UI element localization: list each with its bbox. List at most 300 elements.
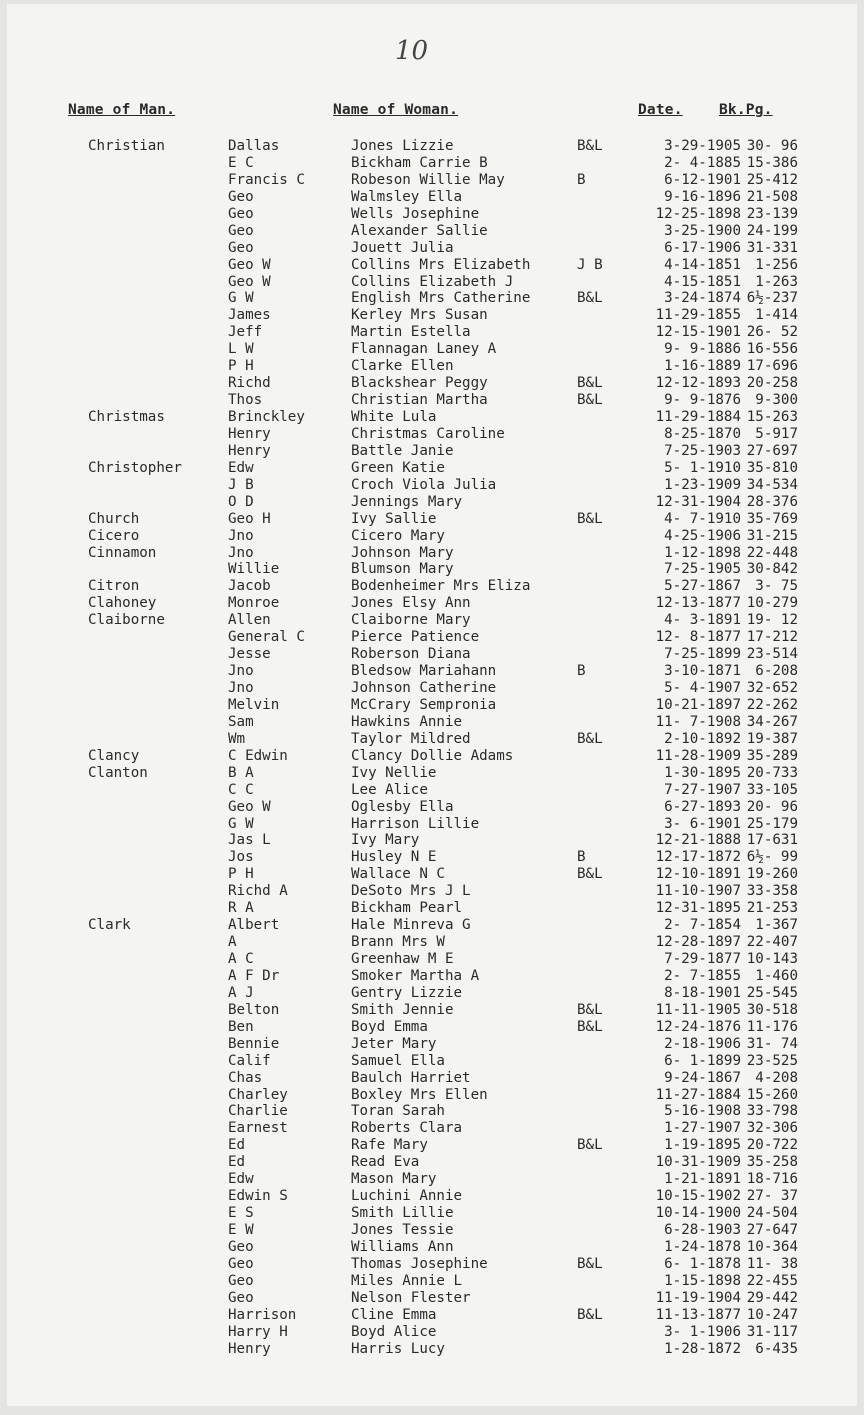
record-row (7, 1171, 857, 1188)
marriage-date: 7-25-1905 (664, 561, 741, 578)
given-name: Charlie (228, 1103, 288, 1120)
given-name: Chas (228, 1069, 263, 1086)
marriage-date: 12-13-1877 (655, 595, 741, 612)
given-name: Richd A (228, 883, 288, 900)
given-name: Edw (228, 1171, 254, 1188)
record-row (7, 578, 857, 595)
woman-name: Ivy Nellie (351, 764, 437, 781)
book-page: 27- 37 (746, 1188, 798, 1205)
marriage-date: 12-31-1895 (655, 900, 741, 917)
marriage-date: 1-16-1889 (664, 358, 741, 375)
record-row (7, 1053, 857, 1070)
record-row (7, 409, 857, 426)
book-page: 6½- 99 (746, 849, 798, 866)
given-name: General C (228, 629, 305, 646)
marriage-date: 1-23-1909 (664, 476, 741, 493)
record-row (7, 951, 857, 968)
record-row (7, 832, 857, 849)
surname: Clancy (88, 747, 140, 764)
given-name: Jno (228, 527, 254, 544)
record-row (7, 1137, 857, 1154)
record-row (7, 968, 857, 985)
marriage-date: 10-14-1900 (655, 1205, 741, 1222)
record-row (7, 290, 857, 307)
book-page: 20-733 (746, 764, 798, 781)
woman-name: Jouett Julia (351, 239, 454, 256)
given-name: E W (228, 1222, 254, 1238)
record-row (7, 1002, 857, 1019)
record-row (7, 1036, 857, 1053)
book-page: 22-448 (746, 544, 798, 561)
marriage-date: 7-27-1907 (664, 781, 741, 798)
given-name: E S (228, 1205, 254, 1222)
record-row (7, 629, 857, 646)
book-page: 19-260 (746, 866, 798, 883)
woman-name: Lee Alice (351, 781, 428, 798)
record-row (7, 883, 857, 900)
given-name: Jesse (228, 646, 271, 663)
record-code: B&L (577, 1255, 603, 1272)
record-row (7, 680, 857, 697)
woman-name: DeSoto Mrs J L (351, 883, 471, 900)
surname: Christian (88, 138, 165, 154)
book-page: 34-267 (746, 713, 798, 730)
book-page: 9-300 (755, 392, 798, 409)
record-row (7, 1273, 857, 1290)
marriage-date: 12-17-1872 (655, 849, 741, 866)
book-page: 10-364 (746, 1238, 798, 1255)
marriage-date: 2- 4-1885 (664, 154, 741, 171)
book-page: 27-697 (746, 442, 798, 459)
book-page: 3- 75 (755, 578, 798, 595)
woman-name: Battle Janie (351, 442, 454, 459)
woman-name: Pierce Patience (351, 629, 480, 646)
record-row (7, 900, 857, 917)
given-name: Thos (228, 392, 263, 409)
record-row (7, 223, 857, 240)
record-row (7, 426, 857, 443)
header-date: Date. (638, 102, 683, 118)
surname: Clahoney (88, 595, 157, 612)
woman-name: Bledsow Mariahann (351, 663, 497, 680)
surname: Cinnamon (88, 544, 157, 561)
given-name: Geo (228, 1255, 254, 1272)
marriage-date: 11-28-1909 (655, 747, 741, 764)
given-name: E C (228, 154, 254, 171)
woman-name: Jeter Mary (351, 1035, 437, 1052)
woman-name: Husley N E (351, 849, 437, 866)
book-page: 10-279 (746, 595, 798, 612)
marriage-date: 1-21-1891 (664, 1171, 741, 1188)
given-name: Ed (228, 1154, 246, 1171)
book-page: 30- 96 (746, 138, 798, 154)
given-name: Geo H (228, 510, 271, 527)
record-row (7, 612, 857, 629)
woman-name: Martin Estella (351, 324, 471, 341)
book-page: 21-508 (746, 188, 798, 205)
record-row (7, 782, 857, 799)
book-page: 6-435 (755, 1340, 798, 1357)
surname: Christopher (88, 459, 182, 476)
marriage-date: 6-17-1906 (664, 239, 741, 256)
marriage-date: 11-13-1877 (655, 1306, 741, 1323)
book-page: 22-262 (746, 696, 798, 713)
given-name: G W (228, 815, 254, 832)
record-row (7, 274, 857, 291)
given-name: Harry H (228, 1323, 288, 1340)
marriage-date: 1-24-1878 (664, 1238, 741, 1255)
record-row (7, 799, 857, 816)
book-page: 31-117 (746, 1323, 798, 1340)
book-page: 10-247 (746, 1306, 798, 1323)
woman-name: Green Katie (351, 459, 445, 476)
book-page: 28-376 (746, 493, 798, 510)
marriage-date: 12-31-1904 (655, 493, 741, 510)
marriage-date: 4- 7-1910 (664, 510, 741, 527)
given-name: Earnest (228, 1120, 288, 1137)
record-row (7, 849, 857, 866)
record-row (7, 917, 857, 934)
given-name: O D (228, 493, 254, 510)
woman-name: English Mrs Catherine (351, 290, 531, 307)
marriage-date: 6-28-1903 (664, 1222, 741, 1238)
given-name: Geo (228, 205, 254, 222)
marriage-date: 7-25-1903 (664, 442, 741, 459)
book-page: 1-367 (755, 917, 798, 934)
record-row (7, 545, 857, 562)
woman-name: Walmsley Ella (351, 188, 463, 205)
given-name: Monroe (228, 595, 280, 612)
record-row (7, 1324, 857, 1341)
given-name: A J (228, 984, 254, 1001)
record-code: B&L (577, 866, 603, 883)
woman-name: Greenhaw M E (351, 951, 454, 967)
woman-name: Boyd Emma (351, 1018, 428, 1035)
marriage-date: 2- 7-1854 (664, 917, 741, 934)
record-row (7, 816, 857, 833)
marriage-date: 11-19-1904 (655, 1289, 741, 1306)
given-name: Jas L (228, 832, 271, 849)
given-name: Charley (228, 1086, 288, 1103)
woman-name: Bickham Carrie B (351, 154, 488, 171)
book-page: 19-387 (746, 730, 798, 747)
record-row (7, 155, 857, 172)
woman-name: Kerley Mrs Susan (351, 307, 488, 324)
marriage-date: 12- 8-1877 (655, 629, 741, 646)
record-row (7, 138, 857, 155)
woman-name: Johnson Mary (351, 544, 454, 561)
woman-name: Wallace N C (351, 866, 445, 883)
woman-name: Williams Ann (351, 1238, 454, 1255)
book-page: 23-525 (746, 1052, 798, 1069)
book-page: 1-256 (755, 256, 798, 273)
record-row (7, 1290, 857, 1307)
marriage-date: 12-25-1898 (655, 205, 741, 222)
woman-name: Roberts Clara (351, 1120, 463, 1137)
book-page: 35-769 (746, 510, 798, 527)
woman-name: Bickham Pearl (351, 900, 463, 917)
given-name: Jno (228, 680, 254, 696)
book-page: 24-504 (746, 1205, 798, 1222)
book-page: 11-176 (746, 1018, 798, 1035)
woman-name: Cline Emma (351, 1306, 437, 1323)
book-page: 16-556 (746, 341, 798, 358)
record-row (7, 511, 857, 528)
marriage-date: 4-14-1851 (664, 256, 741, 273)
marriage-date: 12-21-1888 (655, 832, 741, 849)
woman-name: Robeson Willie May (351, 171, 505, 188)
book-page: 27-647 (746, 1222, 798, 1238)
book-page: 17-212 (746, 629, 798, 646)
woman-name: Thomas Josephine (351, 1255, 488, 1272)
book-page: 34-534 (746, 476, 798, 493)
record-code: B&L (577, 1001, 603, 1018)
record-code: B&L (577, 392, 603, 409)
record-code: B&L (577, 730, 603, 747)
book-page: 6½-237 (746, 290, 798, 307)
record-row (7, 341, 857, 358)
header-woman: Name of Woman. (333, 102, 459, 118)
book-page: 33-105 (746, 781, 798, 798)
marriage-date: 3-10-1871 (664, 663, 741, 680)
book-page: 1-414 (755, 307, 798, 324)
given-name: Geo (228, 239, 254, 256)
record-code: B&L (577, 375, 603, 392)
marriage-date: 1-28-1872 (664, 1340, 741, 1357)
woman-name: Boxley Mrs Ellen (351, 1086, 488, 1103)
woman-name: Cicero Mary (351, 527, 445, 544)
given-name: L W (228, 341, 254, 358)
marriage-date: 9-16-1896 (664, 188, 741, 205)
record-row (7, 358, 857, 375)
record-row (7, 866, 857, 883)
book-page: 19- 12 (746, 612, 798, 629)
woman-name: Boyd Alice (351, 1323, 437, 1340)
given-name: A F Dr (228, 967, 280, 984)
record-row (7, 731, 857, 748)
given-name: Geo W (228, 798, 271, 815)
woman-name: Blackshear Peggy (351, 375, 488, 392)
woman-name: Miles Annie L (351, 1272, 463, 1289)
given-name: Brinckley (228, 409, 305, 425)
woman-name: Jones Lizzie (351, 138, 454, 154)
marriage-date: 7-25-1899 (664, 646, 741, 663)
given-name: G W (228, 290, 254, 307)
marriage-date: 11-29-1884 (655, 409, 741, 425)
marriage-date: 1-30-1895 (664, 764, 741, 781)
marriage-date: 12-15-1901 (655, 324, 741, 341)
book-page: 29-442 (746, 1289, 798, 1306)
record-code: B&L (577, 510, 603, 527)
given-name: Geo W (228, 256, 271, 273)
given-name: Edw (228, 459, 254, 476)
marriage-date: 1-27-1907 (664, 1120, 741, 1137)
woman-name: Toran Sarah (351, 1103, 445, 1120)
marriage-date: 12-12-1893 (655, 375, 741, 392)
marriage-date: 1-19-1895 (664, 1137, 741, 1154)
marriage-date: 12-10-1891 (655, 866, 741, 883)
marriage-date: 8-18-1901 (664, 984, 741, 1001)
woman-name: Christmas Caroline (351, 425, 505, 442)
given-name: Jno (228, 663, 254, 680)
marriage-date: 9-24-1867 (664, 1069, 741, 1086)
book-page: 25-412 (746, 171, 798, 188)
given-name: Jeff (228, 324, 263, 341)
book-page: 20-722 (746, 1137, 798, 1154)
marriage-date: 10-21-1897 (655, 696, 741, 713)
book-page: 25-545 (746, 984, 798, 1001)
woman-name: Luchini Annie (351, 1188, 463, 1205)
record-code: B (577, 171, 586, 188)
record-row (7, 189, 857, 206)
surname: Claiborne (88, 612, 165, 629)
record-row (7, 748, 857, 765)
marriage-date: 11- 7-1908 (655, 713, 741, 730)
woman-name: Collins Mrs Elizabeth (351, 256, 531, 273)
marriage-date: 9- 9-1886 (664, 341, 741, 358)
marriage-date: 10-31-1909 (655, 1154, 741, 1171)
woman-name: Gentry Lizzie (351, 984, 463, 1001)
surname: Cicero (88, 527, 140, 544)
header-bkpg: Bk.Pg. (719, 102, 773, 118)
record-row (7, 494, 857, 511)
woman-name: Flannagan Laney A (351, 341, 497, 358)
given-name: Ed (228, 1137, 246, 1154)
woman-name: Blumson Mary (351, 561, 454, 578)
record-row (7, 257, 857, 274)
book-page: 15-263 (746, 409, 798, 425)
record-row (7, 443, 857, 460)
given-name: J B (228, 476, 254, 493)
record-row (7, 595, 857, 612)
marriage-date: 11-27-1884 (655, 1086, 741, 1103)
record-code: B (577, 663, 586, 680)
record-row (7, 1120, 857, 1137)
given-name: Francis C (228, 171, 305, 188)
woman-name: Jones Tessie (351, 1222, 454, 1238)
book-page: 33-358 (746, 883, 798, 900)
book-page: 31-215 (746, 527, 798, 544)
record-row (7, 528, 857, 545)
record-row (7, 1256, 857, 1273)
marriage-date: 6-27-1893 (664, 798, 741, 815)
book-page: 32-306 (746, 1120, 798, 1137)
woman-name: Brann Mrs W (351, 934, 445, 951)
marriage-date: 2-18-1906 (664, 1035, 741, 1052)
given-name: C C (228, 781, 254, 798)
book-page: 6-208 (755, 663, 798, 680)
woman-name: Bodenheimer Mrs Eliza (351, 578, 531, 595)
record-row (7, 697, 857, 714)
marriage-date: 5-27-1867 (664, 578, 741, 595)
record-row (7, 1154, 857, 1171)
given-name: C Edwin (228, 747, 288, 764)
marriage-date: 10-15-1902 (655, 1188, 741, 1205)
marriage-date: 5- 1-1910 (664, 459, 741, 476)
given-name: P H (228, 866, 254, 883)
book-page: 17-631 (746, 832, 798, 849)
book-page: 15-260 (746, 1086, 798, 1103)
book-page: 35-258 (746, 1154, 798, 1171)
book-page: 22-407 (746, 934, 798, 951)
book-page: 35-810 (746, 459, 798, 476)
given-name: Henry (228, 442, 271, 459)
record-row (7, 714, 857, 731)
given-name: Geo (228, 1289, 254, 1306)
woman-name: Samuel Ella (351, 1052, 445, 1069)
record-row (7, 375, 857, 392)
marriage-date: 1-12-1898 (664, 544, 741, 561)
woman-name: Harris Lucy (351, 1340, 445, 1357)
book-page: 20-258 (746, 375, 798, 392)
given-name: Jos (228, 849, 254, 866)
given-name: Geo W (228, 273, 271, 290)
header-man: Name of Man. (68, 102, 176, 118)
woman-name: Collins Elizabeth J (351, 273, 514, 290)
marriage-date: 2-10-1892 (664, 730, 741, 747)
marriage-date: 6-12-1901 (664, 171, 741, 188)
record-row (7, 1222, 857, 1239)
given-name: P H (228, 358, 254, 375)
woman-name: Ivy Mary (351, 832, 420, 849)
given-name: Jacob (228, 578, 271, 595)
record-code: B&L (577, 1018, 603, 1035)
woman-name: Roberson Diana (351, 646, 471, 663)
woman-name: Hale Minreva G (351, 917, 471, 934)
marriage-date: 2- 7-1855 (664, 967, 741, 984)
woman-name: Wells Josephine (351, 205, 480, 222)
marriage-date: 11-10-1907 (655, 883, 741, 900)
record-row (7, 1188, 857, 1205)
record-code: B&L (577, 290, 603, 307)
given-name: Geo (228, 1272, 254, 1289)
marriage-date: 12-28-1897 (655, 934, 741, 951)
surname: Clanton (88, 764, 148, 781)
woman-name: White Lula (351, 409, 437, 425)
marriage-date: 7-29-1877 (664, 951, 741, 967)
book-page: 25-179 (746, 815, 798, 832)
marriage-date: 3-25-1900 (664, 222, 741, 239)
record-code: B&L (577, 138, 603, 154)
record-row (7, 1239, 857, 1256)
record-row (7, 392, 857, 409)
woman-name: Johnson Catherine (351, 680, 497, 696)
record-row (7, 663, 857, 680)
marriage-date: 3-29-1905 (664, 138, 741, 154)
record-row (7, 934, 857, 951)
record-list (7, 138, 857, 1358)
marriage-date: 3- 6-1901 (664, 815, 741, 832)
given-name: Richd (228, 375, 271, 392)
document-page (7, 4, 857, 1406)
woman-name: Jones Elsy Ann (351, 595, 471, 612)
book-page: 33-798 (746, 1103, 798, 1120)
book-page: 31- 74 (746, 1035, 798, 1052)
woman-name: Smoker Martha A (351, 967, 480, 984)
woman-name: Baulch Harriet (351, 1069, 471, 1086)
marriage-date: 11-29-1855 (655, 307, 741, 324)
book-page: 20- 96 (746, 798, 798, 815)
given-name: Bennie (228, 1035, 280, 1052)
record-row (7, 460, 857, 477)
surname: Church (88, 510, 140, 527)
marriage-date: 12-24-1876 (655, 1018, 741, 1035)
marriage-date: 9- 9-1876 (664, 392, 741, 409)
surname: Christmas (88, 409, 165, 425)
given-name: Calif (228, 1052, 271, 1069)
woman-name: Rafe Mary (351, 1137, 428, 1154)
woman-name: Smith Lillie (351, 1205, 454, 1222)
